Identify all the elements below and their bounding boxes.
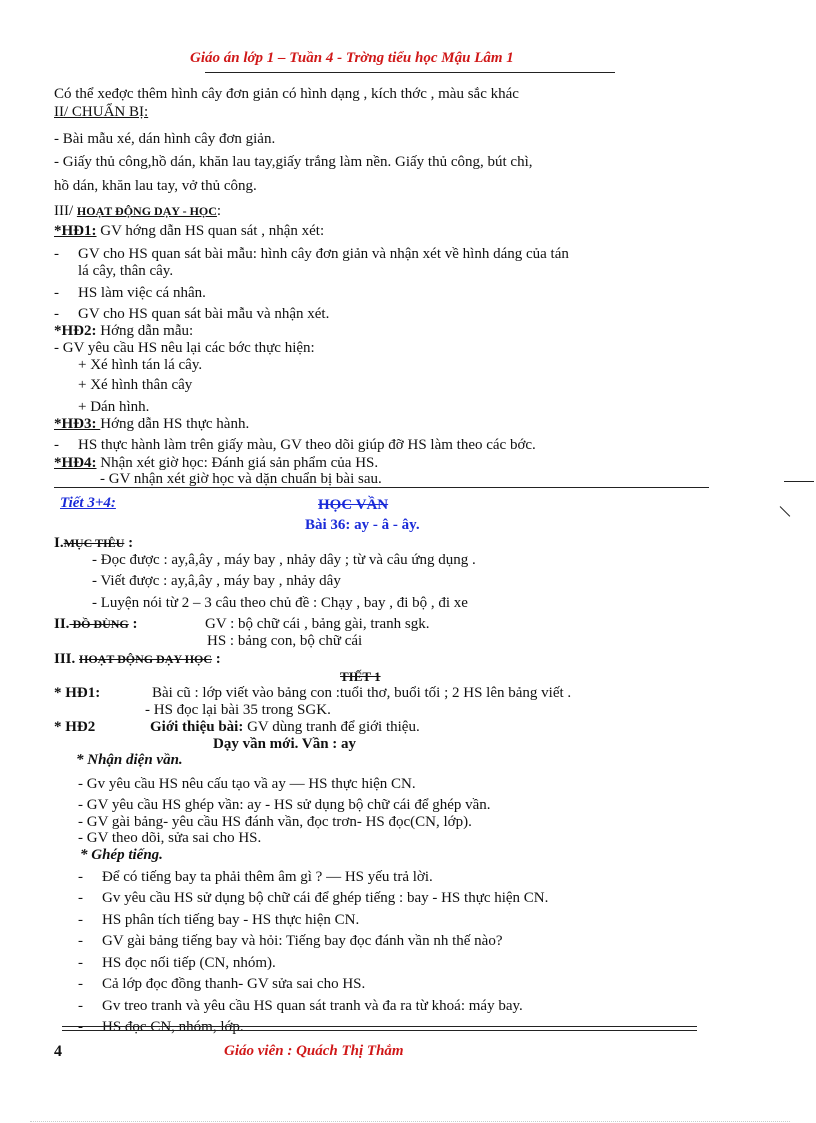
section-title	[54, 203, 221, 220]
lesson-title: HỌC VẦN	[318, 497, 389, 513]
objective-line: - Đọc được : ay,â,ây , máy bay , nhảy dây ; từ và câu ứng dụng .	[92, 552, 476, 568]
activity-text: Bài cũ : lớp viết vào bảng con :tuổi thơ, buổi tối ; 2 HS lên bảng viết .	[152, 685, 572, 701]
bullet-line	[54, 437, 536, 454]
activity-label: *HĐ1:	[54, 223, 97, 239]
bullet-line	[54, 285, 206, 302]
bullet-line	[78, 955, 276, 972]
activity-label: *HĐ4:	[54, 455, 97, 471]
materials-gv: GV : bộ chữ cái , bảng gài, tranh sgk.	[205, 616, 430, 632]
page-number: 4	[54, 1043, 62, 1060]
activity-line	[54, 416, 249, 433]
section-heading: HOẠT ĐỘNG DẠY HỌC	[79, 652, 213, 666]
section-colon: :	[128, 616, 138, 632]
bullet-dash: -	[54, 285, 59, 301]
activity-intro: Giới thiệu bài:	[150, 719, 244, 735]
section-heading: ĐỒ DÙNG	[69, 617, 129, 631]
bullet-dash: -	[54, 306, 59, 322]
bullet-dash: -	[78, 869, 83, 885]
bullet-text: HS phân tích tiếng bay - HS thực hiện CN.	[102, 912, 360, 928]
bullet-text: Gv treo tranh và yêu cầu HS quan sát tranh và đa ra từ khoá: máy bay.	[102, 998, 523, 1014]
bullet-dash: -	[78, 933, 83, 949]
text-line: + Xé hình thân cây	[78, 377, 193, 393]
section-title: II/ CHUẨN BỊ:	[54, 104, 149, 120]
bullet-dash: -	[78, 976, 83, 992]
activity-label: * HĐ1:	[54, 685, 101, 701]
new-rhyme-heading: Dạy vần mới. Vần : ay	[213, 736, 357, 752]
activity-line	[54, 455, 378, 472]
activity-label: *HĐ3:	[54, 416, 101, 432]
bullet-dash: -	[54, 246, 59, 262]
section-number: I.	[54, 535, 64, 551]
step-line: - GV gài bảng- yêu cầu HS đánh vần, đọc trơn- HS đọc(CN, lớp).	[78, 814, 472, 830]
bullet-text: GV cho HS quan sát bài mẫu: hình cây đơn giản và nhận xét về hình dáng của tán	[78, 246, 569, 262]
section-number: II.	[54, 616, 70, 632]
text-line: - Giấy thủ công,hồ dán, khăn lau tay,giấy trắng làm nền. Giấy thủ công, bút chì,	[54, 154, 533, 170]
text-line: + Xé hình tán lá cây.	[78, 357, 203, 373]
subheading: * Nhận diện vần.	[76, 752, 183, 768]
activity-text: - HS đọc lại bài 35 trong SGK.	[145, 702, 331, 718]
section-divider	[54, 487, 709, 488]
section-colon: :	[216, 203, 222, 219]
section-number: III.	[54, 651, 80, 667]
step-line: - GV yêu cầu HS ghép vần: ay - HS sử dụng bộ chữ cái để ghép vần.	[78, 797, 491, 813]
bullet-line	[78, 976, 365, 993]
bullet-text: GV gài bảng tiếng bay và hỏi: Tiếng bay đọc đánh vần nh thế nào?	[102, 933, 503, 949]
bullet-dash: -	[78, 998, 83, 1014]
section-colon: :	[212, 651, 221, 667]
section-title	[54, 616, 138, 633]
header-rule	[205, 72, 615, 73]
text-line: + Dán hình.	[78, 399, 150, 415]
section-heading: MỤC TIÊU	[63, 536, 125, 550]
bullet-text: Để có tiếng bay ta phải thêm âm gì ? — HS yếu trả lời.	[102, 869, 433, 885]
section-title	[54, 535, 133, 552]
text-line: Có thể xeđợc thêm hình cây đơn giản có hình dạng , kích thớc , màu sắc khác	[54, 86, 519, 102]
activity-text: Hớng dẫn HS thực hành.	[100, 416, 250, 432]
bullet-dash: -	[78, 1019, 83, 1035]
bullet-text: GV cho HS quan sát bài mẫu và nhận xét.	[78, 306, 330, 322]
text-line: - GV yêu cầu HS nêu lại các bớc thực hiện:	[54, 340, 315, 356]
subheading: * Ghép tiếng.	[80, 847, 163, 863]
section-number: III/	[54, 203, 77, 219]
objective-line: - Viết được : ay,â,ây , máy bay , nhảy dây	[92, 573, 341, 589]
bullet-line	[78, 890, 548, 907]
footer-rule	[62, 1026, 697, 1027]
bullet-line	[78, 1019, 244, 1036]
margin-mark	[780, 506, 791, 517]
activity-label: *HĐ2:	[54, 323, 97, 339]
activity-line	[54, 223, 324, 240]
bullet-dash: -	[78, 912, 83, 928]
step-line: - GV theo dõi, sửa sai cho HS.	[78, 830, 262, 846]
activity-text: Hớng dẫn mẫu:	[96, 323, 194, 339]
bullet-line	[78, 912, 359, 929]
activity-label: * HĐ2	[54, 719, 96, 735]
bullet-text: Gv yêu cầu HS sử dụng bộ chữ cái để ghép tiếng : bay - HS thực hiện CN.	[102, 890, 549, 906]
step-line: - Gv yêu cầu HS nêu cấu tạo vầ ay — HS thực hiện CN.	[78, 776, 416, 792]
activity-text: GV dùng tranh để giới thiệu.	[243, 719, 420, 735]
objective-line: - Luyện nói từ 2 – 3 câu theo chủ đề : Chạy , bay , đi bộ , đi xe	[92, 595, 468, 611]
activity-text: GV hớng dẫn HS quan sát , nhận xét:	[96, 223, 325, 239]
materials-hs: HS : bảng con, bộ chữ cái	[207, 633, 363, 649]
page-edge	[30, 1121, 790, 1122]
section-heading: HOẠT ĐỘNG DẠY - HỌC	[76, 204, 217, 218]
lesson-period: Tiết 3+4:	[60, 495, 116, 511]
page-header: Giáo án lớp 1 – Tuần 4 - Trờng tiểu học Mậu Lâm 1	[190, 50, 514, 66]
bullet-dash: -	[54, 437, 59, 453]
bullet-text: HS thực hành làm trên giấy màu, GV theo dõi giúp đỡ HS làm theo các bớc.	[78, 437, 536, 453]
bullet-line	[78, 933, 502, 950]
bullet-text: HS làm việc cá nhân.	[78, 285, 206, 301]
bullet-text: HS đọc CN, nhóm, lớp.	[102, 1019, 244, 1035]
bullet-dash: -	[78, 955, 83, 971]
bullet-text: Cả lớp đọc đồng thanh- GV sửa sai cho HS.	[102, 976, 366, 992]
bullet-line	[78, 998, 523, 1015]
bullet-line	[78, 869, 433, 886]
section-title	[54, 651, 221, 668]
section-colon: :	[124, 535, 134, 551]
bullet-text: HS đọc nối tiếp (CN, nhóm).	[102, 955, 276, 971]
text-line: - GV nhận xét giờ học và dặn chuẩn bị bài sau.	[100, 471, 382, 487]
bullet-line	[54, 306, 329, 323]
period-heading: TIẾT 1	[340, 669, 381, 684]
footer-rule	[62, 1030, 697, 1031]
margin-mark	[784, 481, 814, 482]
activity-line	[54, 323, 193, 340]
text-line: hồ dán, khăn lau tay, vở thủ công.	[54, 178, 257, 194]
footer-teacher: Giáo viên : Quách Thị Thắm	[224, 1043, 404, 1059]
lesson-subtitle: Bài 36: ay - â - ây.	[305, 517, 420, 533]
bullet-line	[54, 246, 569, 263]
bullet-dash: -	[78, 890, 83, 906]
bullet-text-cont: lá cây, thân cây.	[78, 263, 174, 279]
activity-line	[150, 719, 420, 736]
text-line: - Bài mẫu xé, dán hình cây đơn giản.	[54, 131, 276, 147]
activity-text: Nhận xét giờ học: Đánh giá sản phẩm của HS.	[96, 455, 379, 471]
